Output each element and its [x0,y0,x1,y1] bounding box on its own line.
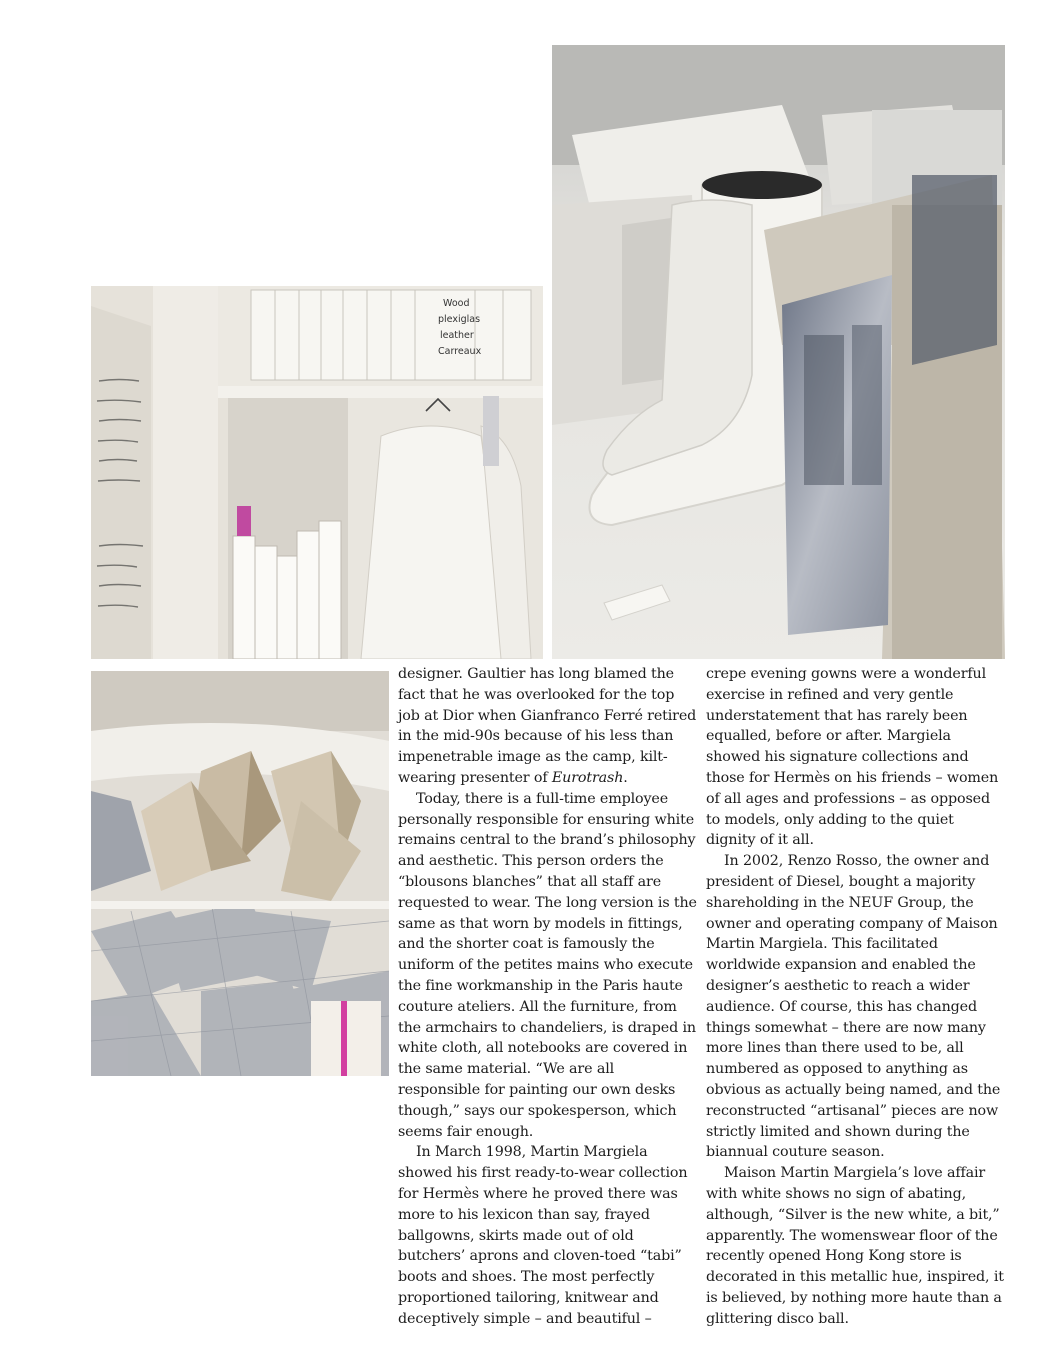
photo-tabi-boots [552,45,1005,659]
binder-label-carreaux: Carreaux [438,346,482,357]
paragraph: Maison Martin Margiela’s love affair with white shows no sign of abating, although, “Silver is the new white, a bit,” apparently. The womenswear floor of the recently opened Hong Kong store is decorated in this metallic hue, inspired, it is believed, by nothing more haute than a glittering disco ball. [706,1165,1004,1327]
binder-label-leather: leather [440,330,474,341]
paragraph: Today, there is a full-time employee personally responsible for ensuring white remains central to the brand’s philosophy and aesthetic. This person orders the “blousons blanches” that all staff are requested to wear. The long version is the same as that worn by models in fittings, and the shorter coat is famously the uniform of the petites mains who execute the fine workmanship in the Paris haute couture ateliers. All the furniture, from the armchairs to chandeliers, is draped in white cloth, all notebooks are covered in the same material. “We are all responsible for painting our own desks though,” says our spokesperson, which seems fair enough. [398,790,697,1140]
paragraph: In March 1998, Martin Margiela showed his first ready-to-wear collection for Hermès where he proved there was more to his lexicon than say, frayed ballgowns, skirts made out of old butchers’ aprons and cloven-toed “tabi” boots and shoes. The most perfectly proportioned tailoring, knitwear and deceptively simple – and beautiful – [398,1144,688,1327]
paragraph: In 2002, Renzo Rosso, the owner and president of Diesel, bought a majority shareholding in the NEUF Group, the owner and operating company of Maison Martin Margiela. This facilitated worldwide expansion and enabled the designer’s aesthetic to reach a wider audience. Of course, this has changed things somewhat – there are now many more lines than there used to be, all numbered as opposed to anything as obvious as actually being named, and the reconstructed “artisanal” pieces are now strictly limited and shown during the biannual couture season. [706,853,1001,1161]
photo-studio-shelf [91,286,543,659]
binder-label-wood: Wood [443,298,470,309]
article-column-right [706,664,1006,1330]
photo-paper-shapes [91,671,389,1076]
paragraph: designer. Gaultier has long blamed the fact that he was overlooked for the top job at Dior when Gianfranco Ferré retired in the mid-90s because of his less than impenetrable image as the camp, kilt-wearing presenter of Eurotrash. [398,666,697,786]
binder-label-plexiglas: plexiglas [438,314,481,325]
article-column-left [398,664,698,1330]
tv-show-title: Eurotrash [551,769,624,786]
paragraph: crepe evening gowns were a wonderful exercise in refined and very gentle understatement that has rarely been equalled, before or after. Margiela showed his signature collections and those for Hermès on his friends – women of all ages and professions – as opposed to models, only adding to the quiet dignity of it all. [706,666,999,849]
